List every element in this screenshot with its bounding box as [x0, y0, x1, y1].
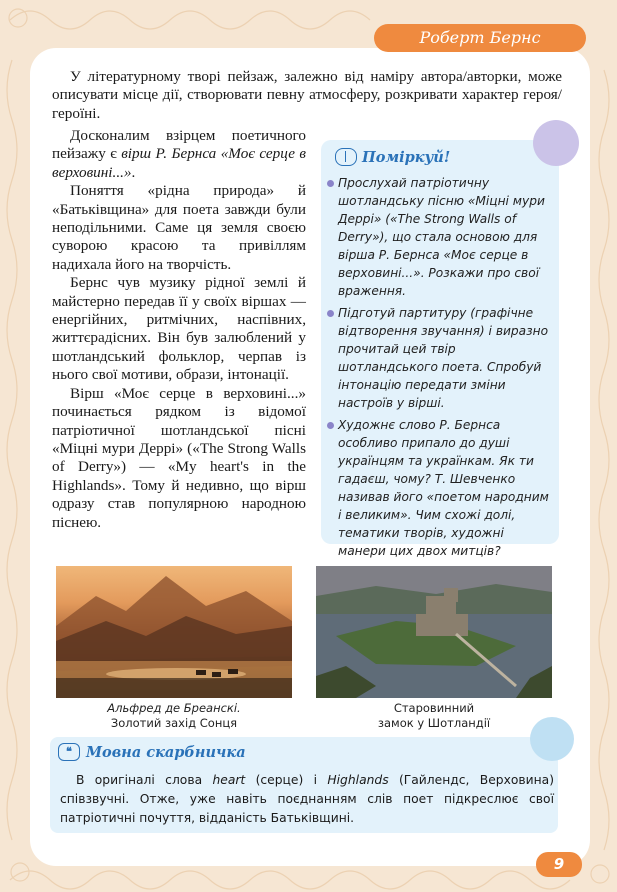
- quote-icon: ❝: [58, 743, 80, 761]
- box-corner-decoration: [530, 717, 574, 761]
- list-item: Прослухай патріотичну шотландську пісню «Міцні мури Деррі» («The Strong Walls of Derry»), що стала основою для вірша Р. Бернса «Моє серце в верховині...». Розкажи про свої враження.: [327, 174, 555, 300]
- main-text-column: [52, 127, 306, 532]
- paragraph-1: Досконалим взірцем поетичного пейзажу є вірш Р. Бернса «Моє серце в верховині...».: [52, 127, 307, 181]
- list-item: Художнє слово Р. Бернса особливо припало до душі українцям та українкам. Як ти гадаєш, чому? Т. Шевченко називав його «поетом народним і великим». Чим схожі долі, тематики творів, художні манери цих двох митців?: [327, 416, 555, 560]
- language-treasury-title: ❝ Мовна скарбничка: [58, 743, 246, 761]
- painting-caption: Альфред де Бреанскі. Золотий захід Сонця: [107, 701, 241, 730]
- page-number: 9: [536, 852, 582, 877]
- think-box-list: [327, 174, 555, 564]
- think-box: [321, 140, 559, 558]
- running-title: Роберт Бернс: [374, 24, 586, 52]
- paragraph-2: Поняття «рідна природа» й «Батьківщина» для поета завжди були неподільними. Саме ця земля своєю суворою красою та привіллям надихала його на творчість.: [52, 182, 306, 273]
- intro-paragraph: У літературному творі пейзаж, залежно від наміру автора/авторки, може описувати місце дії, створювати певну атмосферу, розкривати характер героя/героїні.: [52, 68, 562, 122]
- scottish-castle-image: [316, 566, 552, 698]
- painting-golden-sunset-image: [56, 566, 292, 698]
- paragraph-3: Бернс чув музику рідної землі й майстерно передав її у своїх віршах — енергійних, ритмічних, наспівних, життєрадісних. Він був залюблений у шотландський фольклор, черпав із нього свої мотиви, образи, інтонації.: [52, 274, 306, 384]
- box-corner-decoration: [533, 120, 579, 166]
- language-treasury-text: В оригіналі слова heart (серце) і Highlands (Гайлендс, Верховина) співзвучні. Отже, уже навіть поєднанням слів поет підкреслює свої патріотичні почуття, відданість Батьківщині.: [60, 773, 555, 825]
- list-item: Підготуй партитуру (графічне відтворення звучання) і виразно прочитай цей твір шотландського поета. Спробуй інтонацію передати зміни настроїв у вірші.: [327, 304, 555, 412]
- language-treasury-box: [50, 737, 558, 833]
- castle-caption: Старовинний замок у Шотландії: [377, 701, 491, 730]
- think-box-title: Поміркуй!: [335, 148, 450, 166]
- open-book-icon: [335, 148, 357, 166]
- paragraph-4: Вірш «Моє серце в верховині...» починається рядком із відомої патріотичної шотландської пісні «Міцні мури Деррі» («The Strong Walls of Derry») — «My heart's in the Highlands». Тому й недивно, що вірш одразу став популярною народною піснею.: [52, 384, 306, 531]
